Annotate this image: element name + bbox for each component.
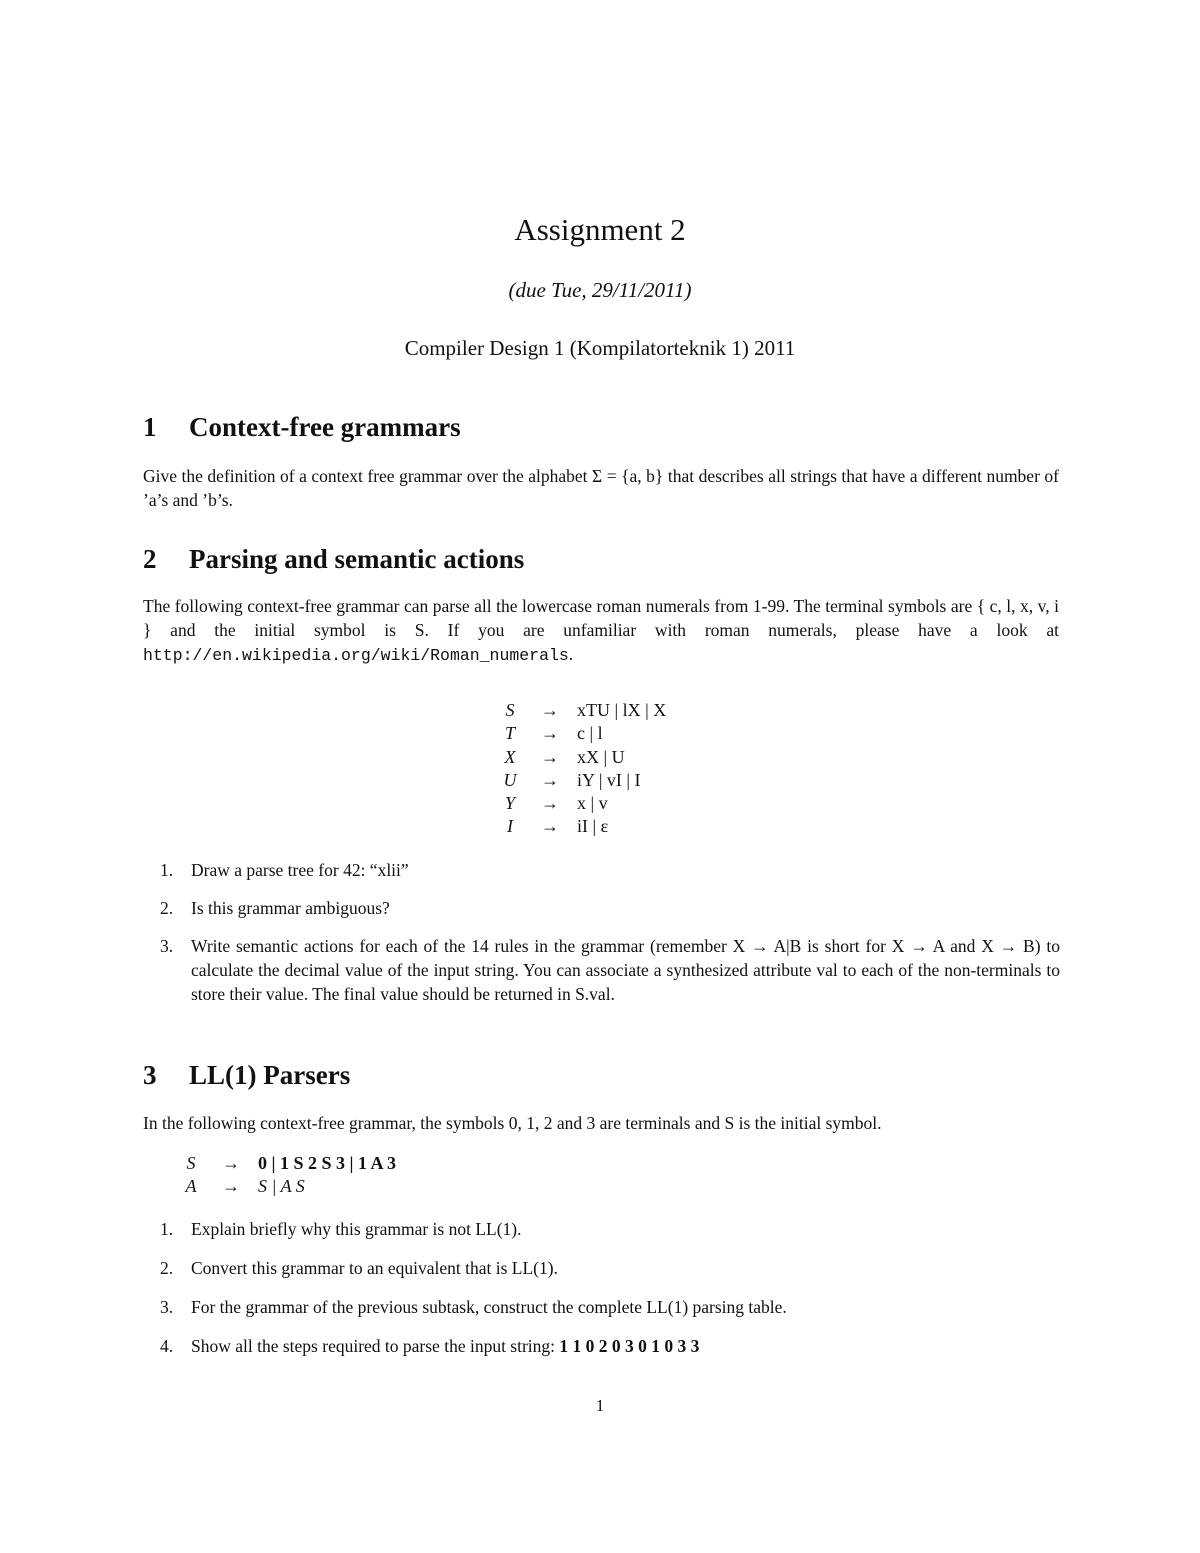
item-marker: 4. xyxy=(160,1336,174,1356)
list-item xyxy=(160,896,1060,920)
rule-arrow: → xyxy=(541,746,559,767)
list-item xyxy=(160,1217,1060,1241)
item-marker: 1. xyxy=(160,860,174,880)
page-number: 1 xyxy=(595,1396,605,1415)
item-text: Convert this grammar to an equivalent that is LL(1). xyxy=(191,1258,558,1278)
rule-arrow: → xyxy=(541,769,559,790)
rule-lhs: Y xyxy=(504,793,515,814)
rule-rhs: c | l xyxy=(577,723,603,744)
rule-lhs: A xyxy=(185,1176,197,1197)
rule-lhs: X xyxy=(504,746,516,767)
rule-rhs: xX | U xyxy=(577,746,625,767)
grammar-rule xyxy=(178,1152,396,1175)
section-3-body: In the following context-free grammar, the symbols 0, 1, 2 and 3 are terminals and S is the initial symbol. xyxy=(143,1113,882,1133)
rule-rhs: iY | vI | I xyxy=(577,769,641,790)
document-title: Assignment 2 xyxy=(514,212,686,247)
section-title: Parsing and semantic actions xyxy=(189,544,525,574)
wikipedia-link[interactable]: http://en.wikipedia.org/wiki/Roman_numerals xyxy=(143,646,569,665)
section-2-body xyxy=(143,594,1059,668)
section-1-heading xyxy=(143,412,461,443)
rule-lhs: S xyxy=(505,700,515,720)
section-2-body-end: . xyxy=(568,644,574,664)
grammar-rule xyxy=(497,815,666,838)
section-2-heading xyxy=(143,544,524,575)
rule-rhs: xTU | lX | X xyxy=(577,700,667,720)
section-number: 1 xyxy=(143,412,157,442)
input-string: 1 1 0 2 0 3 0 1 0 3 3 xyxy=(559,1336,700,1356)
list-item xyxy=(160,1334,1060,1358)
item-text-body: Show all the steps required to parse the input string: xyxy=(191,1336,556,1356)
due-date: (due Tue, 29/11/2011) xyxy=(508,278,692,302)
rule-arrow: → xyxy=(541,793,559,814)
rule-arrow: → xyxy=(222,1176,240,1197)
rule-arrow: → xyxy=(541,723,559,744)
item-marker: 3. xyxy=(160,1297,174,1317)
grammar-rule xyxy=(497,746,666,769)
list-item xyxy=(160,1256,1060,1280)
item-marker: 2. xyxy=(160,898,174,918)
rule-lhs: I xyxy=(507,816,513,837)
rule-rhs: iI | ε xyxy=(577,816,609,837)
course-name: Compiler Design 1 (Kompilatorteknik 1) 2011 xyxy=(404,336,796,360)
section-number: 3 xyxy=(143,1060,157,1090)
item-text: Write semantic actions for each of the 14 rules in the grammar (remember X → A|B is short for X → A and X → B) to calculate the decimal value of the input string. You can associate a synthesized attribute val to each of the non-terminals to store their value. The final value should be returned in S.val. xyxy=(191,936,1060,1004)
rule-lhs: T xyxy=(504,723,515,744)
rule-rhs: x | v xyxy=(577,793,608,814)
rule-rhs: S | A S xyxy=(258,1176,305,1197)
section-2-body-text: The following context-free grammar can parse all the lowercase roman numerals from 1-99. The terminal symbols are { c, l, x, v, i } and the initial symbol is S. If you are unfamiliar with roman numerals, please have a look at xyxy=(143,596,1059,640)
section-1-body: Give the definition of a context free grammar over the alphabet Σ = {a, b} that describes all strings that have a different number of ’a’s and ’b’s. xyxy=(143,466,1059,510)
list-item xyxy=(160,858,1060,882)
item-marker: 1. xyxy=(160,1219,174,1239)
ll1-grammar xyxy=(178,1152,396,1199)
item-text: Draw a parse tree for 42: “xlii” xyxy=(191,860,409,880)
list-item xyxy=(160,1295,1060,1319)
rule-lhs: S xyxy=(186,1153,196,1173)
item-text: Is this grammar ambiguous? xyxy=(191,898,390,918)
grammar-rule xyxy=(497,792,666,815)
grammar-rule xyxy=(178,1175,396,1198)
section-3-heading xyxy=(143,1060,350,1091)
section-title: Context-free grammars xyxy=(189,412,461,442)
item-text: For the grammar of the previous subtask, construct the complete LL(1) parsing table. xyxy=(191,1297,787,1317)
roman-numeral-grammar xyxy=(497,699,666,839)
rule-arrow: → xyxy=(541,816,559,837)
section-number: 2 xyxy=(143,544,157,574)
item-text xyxy=(191,1334,1060,1358)
rule-arrow: → xyxy=(541,700,559,720)
grammar-rule xyxy=(497,722,666,745)
section-title: LL(1) Parsers xyxy=(189,1060,351,1090)
item-marker: 3. xyxy=(160,936,174,956)
rule-arrow: → xyxy=(222,1153,240,1173)
rule-lhs: U xyxy=(503,769,517,790)
rule-rhs: 0 | 1 S 2 S 3 | 1 A 3 xyxy=(258,1153,396,1173)
item-marker: 2. xyxy=(160,1258,174,1278)
item-text: Explain briefly why this grammar is not LL(1). xyxy=(191,1219,522,1239)
grammar-rule xyxy=(497,699,666,722)
list-item xyxy=(160,934,1060,1006)
grammar-rule xyxy=(497,769,666,792)
